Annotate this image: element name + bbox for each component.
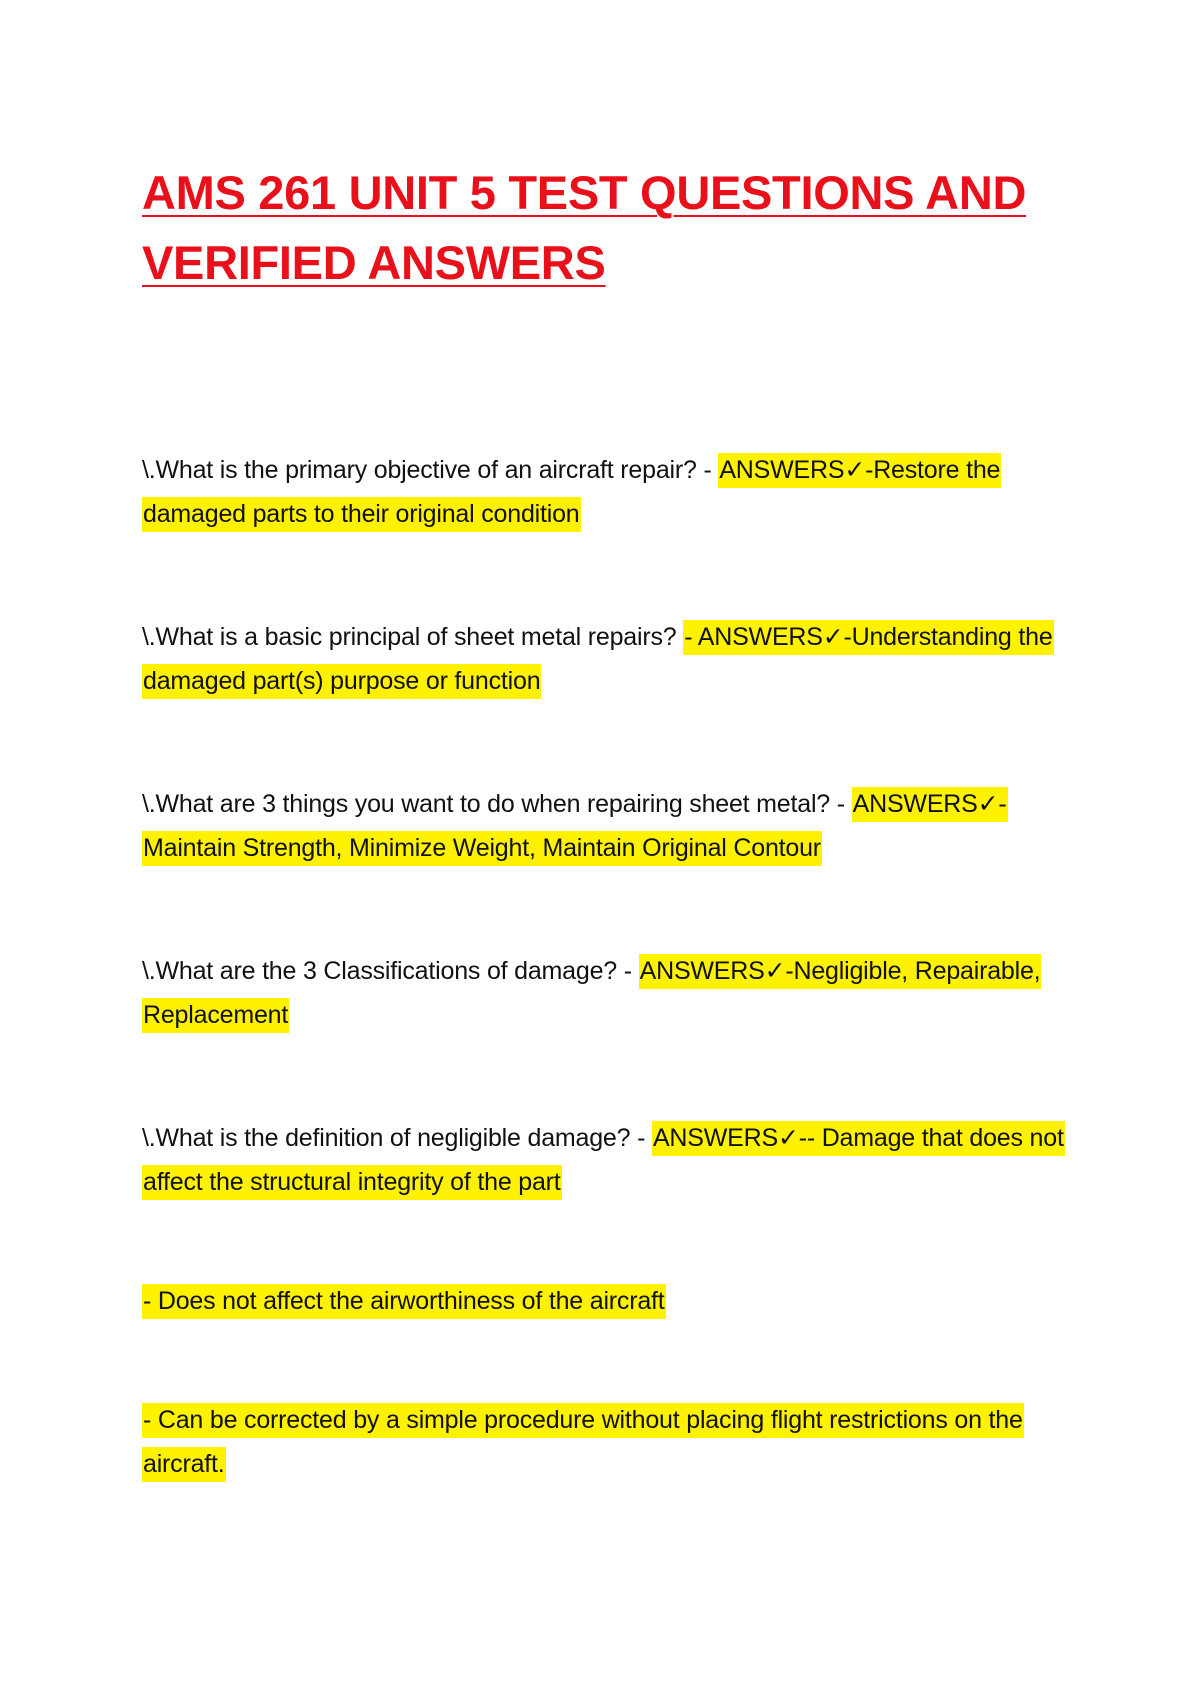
answer-continuation-text: - Can be corrected by a simple procedure without placing flight restrictions on the aircraft. — [142, 1403, 1024, 1482]
answer-continuation — [142, 1279, 1072, 1323]
qa-item — [142, 448, 1072, 536]
document-title-line-1: AMS 261 UNIT 5 TEST QUESTIONS AND — [142, 166, 1027, 219]
question-text: \.What is the definition of negligible damage? - — [142, 1124, 652, 1152]
answer-text: ANSWERS✓-Negligible, Repairable, Replacement — [142, 954, 1041, 1033]
answer-text: - ANSWERS✓-Understanding the damaged part(s) purpose or function — [142, 620, 1054, 699]
answer-text: ANSWERS✓-Maintain Strength, Minimize Weight, Maintain Original Contour — [142, 787, 1008, 866]
qa-item — [142, 615, 1072, 703]
question-text: \.What are the 3 Classifications of damage? - — [142, 957, 639, 985]
document-page — [142, 158, 1072, 1486]
qa-item — [142, 949, 1072, 1037]
question-text: \.What are 3 things you want to do when repairing sheet metal? - — [142, 790, 852, 818]
qa-item — [142, 782, 1072, 870]
answer-continuation — [142, 1398, 1072, 1486]
answer-text: ANSWERS✓-- Damage that does not affect the structural integrity of the part — [142, 1121, 1065, 1200]
qa-list — [142, 448, 1072, 1486]
answer-text: ANSWERS✓-Restore the damaged parts to their original condition — [142, 453, 1001, 532]
document-title-line-2: VERIFIED ANSWERS — [142, 236, 606, 289]
question-text: \.What is the primary objective of an aircraft repair? - — [142, 456, 719, 484]
answer-continuation-text: - Does not affect the airworthiness of the aircraft — [142, 1284, 666, 1319]
document-title — [142, 158, 1072, 298]
qa-item — [142, 1116, 1072, 1204]
question-text: \.What is a basic principal of sheet metal repairs? — [142, 623, 684, 651]
